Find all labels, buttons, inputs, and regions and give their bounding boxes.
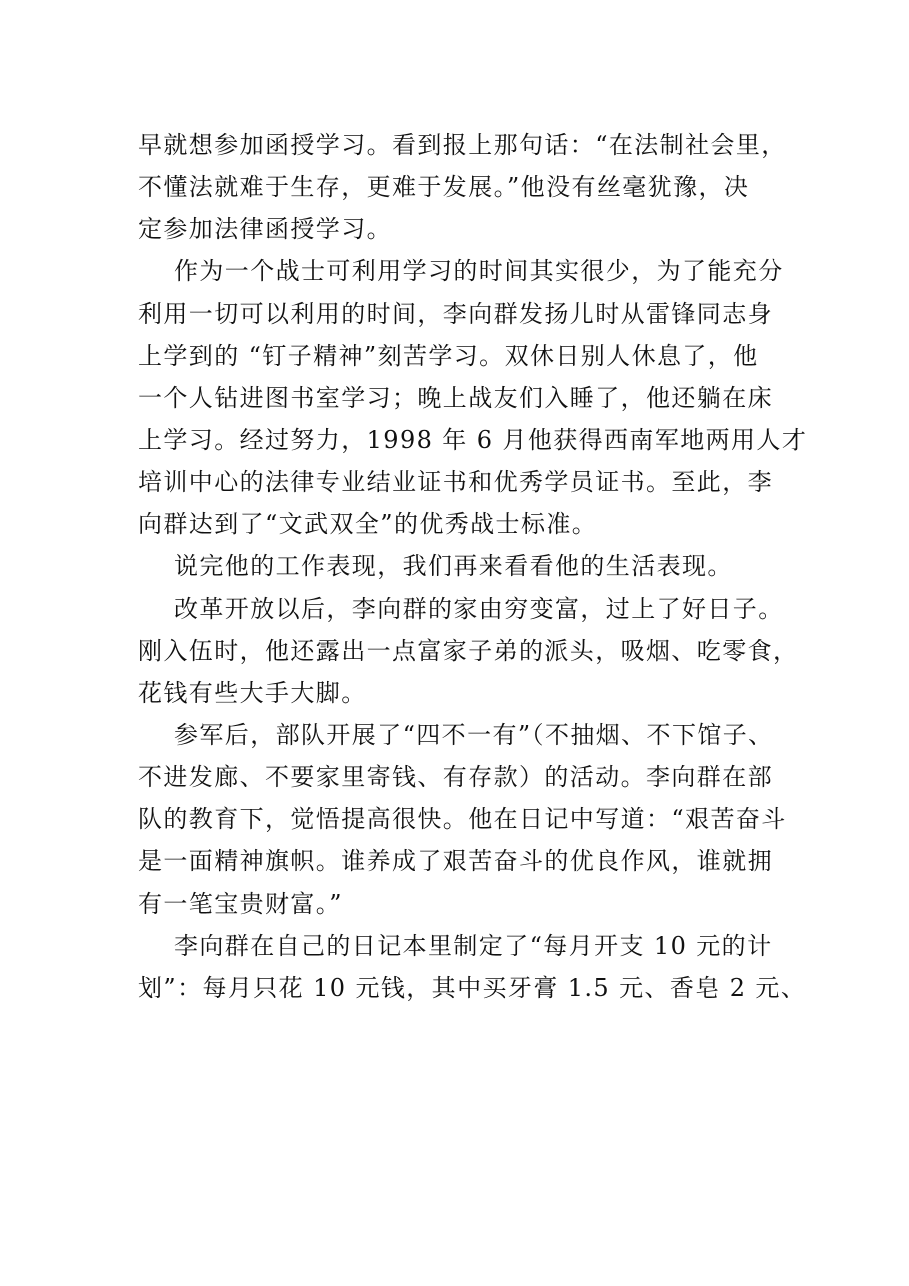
text-line: 一个人钻进图书室学习；晚上战友们入睡了，他还躺在床	[138, 383, 773, 412]
text-line: 队的教育下，觉悟提高很快。他在日记中写道：“艰苦奋斗	[138, 805, 787, 834]
text-line: 培训中心的法律专业结业证书和优秀学员证书。至此，李	[138, 468, 773, 497]
text-line: 是一面精神旗帜。谁养成了艰苦奋斗的优良作风，谁就拥	[138, 847, 773, 876]
text-line: 改革开放以后，李向群的家由穷变富，过上了好日子。	[174, 594, 784, 623]
text-line: 上学习。经过努力，1998 年 6 月他获得西南军地两用人才	[138, 425, 808, 454]
text-line: 定参加法律函授学习。	[138, 215, 392, 244]
text-line: 利用一切可以利用的时间，李向群发扬儿时从雷锋同志身	[138, 299, 773, 328]
text-line: 上学到的 “钉子精神”刻苦学习。双休日别人休息了，他	[138, 341, 759, 370]
text-line: 向群达到了“文武双全”的优秀战士标准。	[138, 510, 598, 539]
text-line: 说完他的工作表现，我们再来看看他的生活表现。	[174, 552, 733, 581]
text-line: 划”：每月只花 10 元钱，其中买牙膏 1.5 元、香皂 2 元、	[138, 973, 807, 1002]
text-line: 刚入伍时，他还露出一点富家子弟的派头，吸烟、吃零食，	[138, 636, 799, 665]
paragraph-4	[138, 588, 799, 714]
paragraph-5	[138, 714, 788, 925]
text-line: 李向群在自己的日记本里制定了“每月开支 10 元的计	[174, 931, 773, 960]
text-line: 早就想参加函授学习。看到报上那句话：“在法制社会里，	[138, 131, 787, 159]
text-line: 参军后，部队开展了“四不一有”（不抽烟、不下馆子、	[174, 720, 774, 749]
text-line: 不进发廊、不要家里寄钱、有存款）的活动。李向群在部	[138, 763, 773, 792]
text-line: 作为一个战士可利用学习的时间其实很少，为了能充分	[174, 257, 784, 286]
text-line: 不懂法就难于生存，更难于发展。”他没有丝毫犹豫，决	[138, 173, 750, 202]
paragraph-6	[138, 925, 807, 1009]
text-line: 花钱有些大手大脚。	[138, 678, 367, 707]
paragraph-3	[138, 545, 788, 587]
paragraph-1	[138, 124, 788, 250]
text-line: 有一笔宝贵财富。”	[138, 889, 343, 918]
body-text	[138, 124, 808, 1009]
paragraph-2	[138, 250, 808, 545]
